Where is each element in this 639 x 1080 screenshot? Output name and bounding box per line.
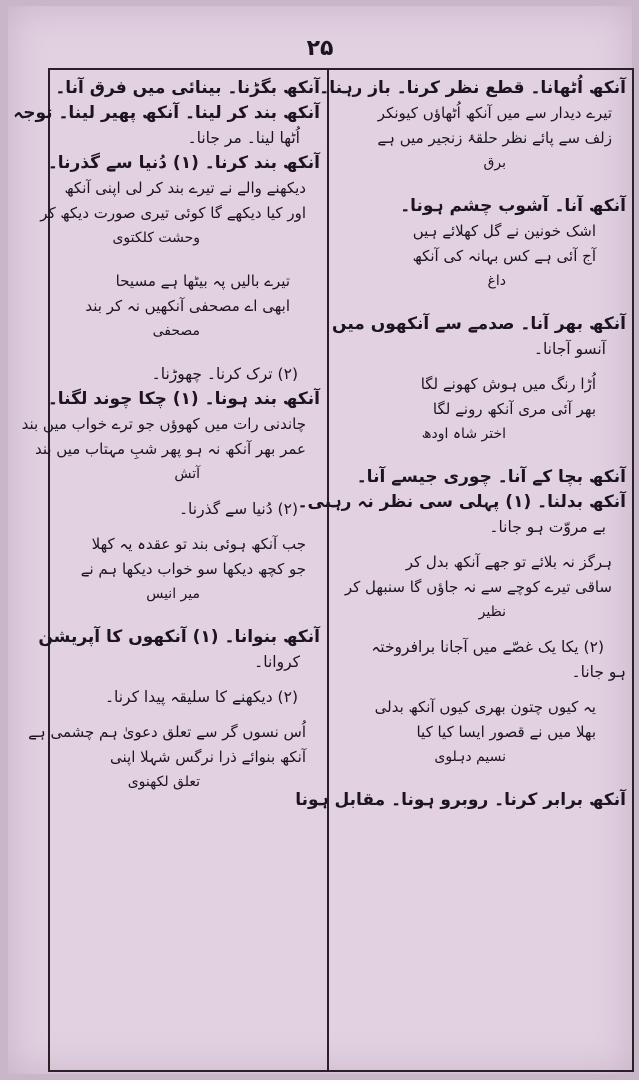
- entry-meaning: اُٹھا لینا۔ مر جانا۔: [187, 129, 300, 147]
- verse-line: عمر بھر آنکھ نہ ہو پھر شبِ مہتاب میں بند: [34, 440, 306, 458]
- left-column: [13, 76, 320, 795]
- column-divider: [327, 68, 329, 1070]
- entry-heading: آنکھ بند کرنا۔ (۱) دُنیا سے گذرنا۔: [47, 153, 320, 173]
- verse-line: بھر آئی مری آنکھ رونے لگا: [432, 400, 596, 418]
- verse-line: اُس نسوں گر سے تعلق دعویٰ ہم چشمی ہے: [28, 723, 306, 741]
- entry-heading: آنکھ اُٹھانا۔ قطع نظر کرنا۔ باز رہنا۔: [319, 78, 626, 98]
- page-number: ۲۵: [306, 36, 334, 61]
- entry-heading: آنکھ بند کر لینا۔ آنکھ پھیر لینا۔ توجہ: [13, 103, 320, 123]
- entry-heading: آنکھ بگڑنا۔ بینائی میں فرق آنا۔: [55, 78, 320, 98]
- entry-heading: آنکھ بھر آنا۔ صدمے سے آنکھوں میں: [332, 314, 626, 334]
- poet-name: وحشت کلکتوی: [112, 230, 200, 246]
- entry-meaning: (۲) دیکھنے کا سلیقہ پیدا کرنا۔: [104, 688, 298, 706]
- verse-line: ہرگز نہ بلائے تو جھے آنکھ بدل کر: [405, 553, 612, 571]
- entry-meaning: آنسو آجانا۔: [533, 340, 606, 358]
- verse-line: یہ کیوں چتون بھری کیوں آنکھ بدلی: [374, 698, 596, 716]
- right-column: [295, 76, 626, 813]
- poet-name: نسیم دہلوی: [434, 749, 506, 765]
- verse-line: تیرے بالیں پہ بیٹھا ہے مسیحا: [115, 272, 290, 290]
- poet-name: اختر شاہ اودھ: [421, 426, 506, 442]
- poet-name: نظیر: [478, 604, 506, 620]
- verse-line: جب آنکھ ہوئی بند تو عقدہ یہ کھلا: [91, 535, 306, 553]
- entry-meaning: کروانا۔: [254, 653, 300, 671]
- verse-line: چاندنی رات میں کھوؤں جو ترے خواب میں بند: [21, 415, 306, 433]
- verse-line: تیرے دیدار سے میں آنکھ اُٹھاؤں کیونکر: [377, 104, 612, 122]
- book-page: [8, 6, 632, 1074]
- entry-meaning: ہو جانا۔: [571, 663, 626, 681]
- poet-name: برق: [483, 155, 506, 171]
- entry-heading: آنکھ بند ہونا۔ (۱) چکا چوند لگنا۔: [47, 389, 320, 409]
- entry-heading: آنکھ آنا۔ آشوب چشم ہونا۔: [400, 196, 626, 216]
- entry-heading: آنکھ برابر کرنا۔ روبرو ہونا۔ مقابل ہونا: [295, 790, 626, 810]
- verse-line: آنکھ بنوائے ذرا نرگس شہلا اپنی: [109, 748, 306, 766]
- entry-meaning: (۲) یکا یک غصّے میں آجانا برافروختہ: [371, 638, 604, 656]
- verse-line: دیکھنے والے نے تیرے بند کر لی اپنی آنکھ: [64, 179, 306, 197]
- poet-name: مصحفی: [152, 323, 200, 339]
- verse-line: آج آئی ہے کس بہانہ کی آنکھ: [412, 247, 596, 265]
- verse-line: ابھی اے مصحفی آنکھیں نہ کر بند: [85, 297, 290, 315]
- entry-heading: آنکھ بدلنا۔ (۱) پہلی سی نظر نہ رہنی۔: [297, 492, 626, 512]
- poet-name: میر انیس: [146, 586, 200, 602]
- entry-meaning: (۲) ترک کرنا۔ چھوڑنا۔: [151, 365, 298, 383]
- verse-line: ساقی تیرے کوچے سے نہ جاؤں گا سنبھل کر: [344, 578, 612, 596]
- poet-name: داغ: [487, 273, 506, 289]
- verse-line: اشک خونین نے گل کھلائے ہیں: [412, 222, 596, 240]
- entry-heading: آنکھ بنوانا۔ (۱) آنکھوں کا آپریشن: [38, 627, 320, 647]
- verse-line: بھلا میں نے قصور ایسا کیا کیا: [416, 723, 596, 741]
- poet-name: آتش: [174, 466, 200, 482]
- verse-line: جو کچھ دیکھا سو خواب دیکھا ہم نے: [80, 560, 306, 578]
- verse-line: اُڑا رنگ میں ہوش کھونے لگا: [420, 375, 596, 393]
- poet-name: تعلق لکھنوی: [127, 774, 200, 790]
- entry-heading: آنکھ بچا کے آنا۔ چوری جیسے آنا۔: [356, 467, 626, 487]
- entry-meaning: (۲) دُنیا سے گذرنا۔: [178, 500, 298, 518]
- verse-line: اور کیا دیکھے گا کوئی تیری صورت دیکھ کر: [40, 204, 306, 222]
- entry-meaning: بے مروّت ہو جانا۔: [489, 518, 606, 536]
- verse-line: زلف سے پائے نظر حلقۂ زنجیر میں ہے: [377, 129, 612, 147]
